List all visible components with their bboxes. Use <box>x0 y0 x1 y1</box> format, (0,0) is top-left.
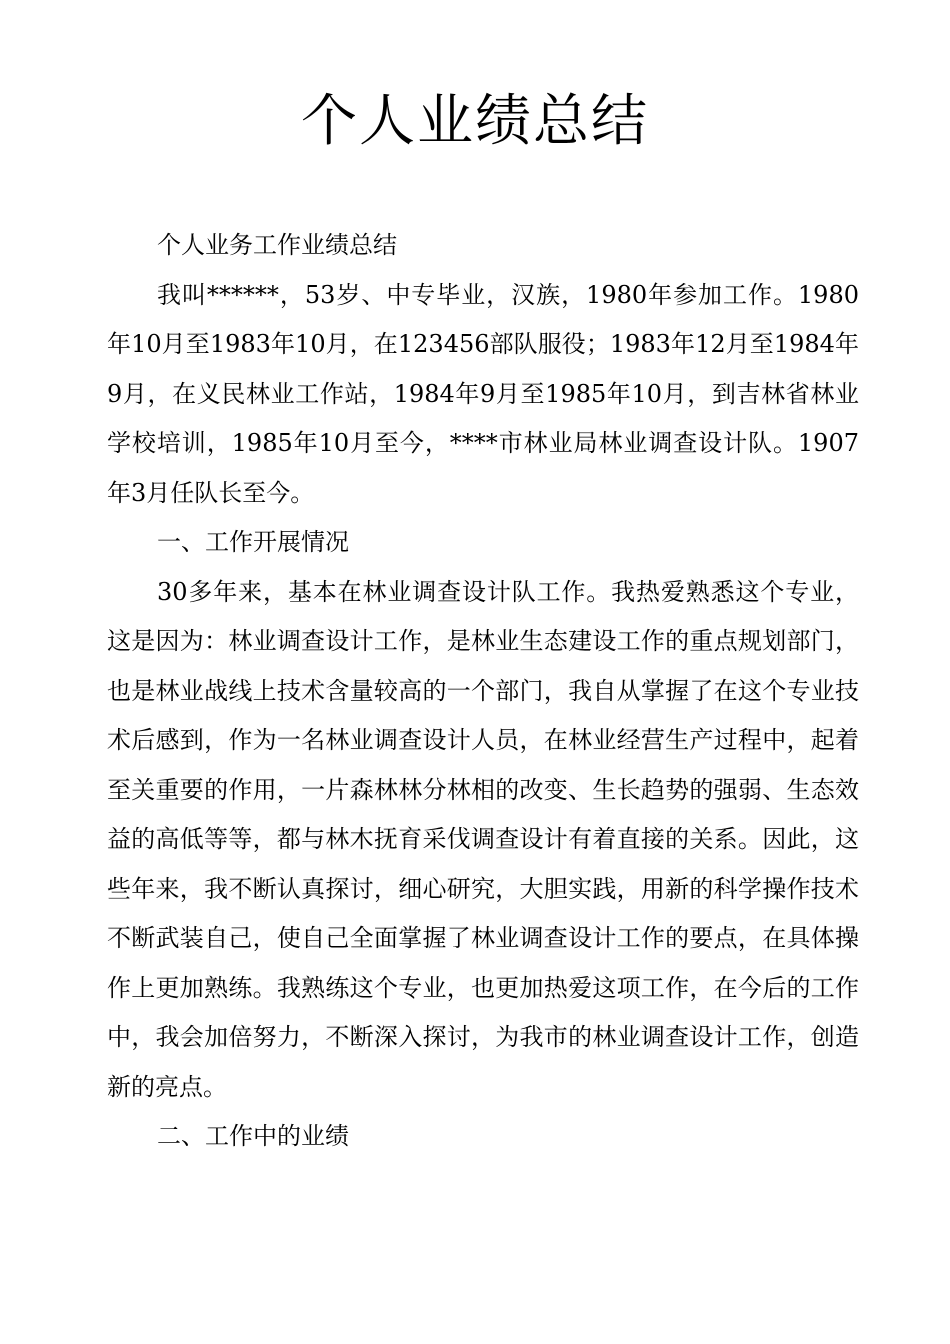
work-paragraph: 30多年来，基本在林业调查设计队工作。我热爱熟悉这个专业，这是因为：林业调查设计工作，是林业生态建设工作的重点规划部门，也是林业战线上技术含量较高的一个部门，我自从掌握了在这个专业技术后感到，作为一名林业调查设计人员，在林业经营生产过程中，起着至关重要的作用，一片森林林分林相的改变、生长趋势的强弱、生态效益的高低等等，都与林木抚育采伐调查设计有着直接的关系。因此，这些年来，我不断认真探讨，细心研究，大胆实践，用新的科学操作技术不断武装自己，使自己全面掌握了林业调查设计工作的要点，在具体操作上更加熟练。我熟练这个专业，也更加热爱这项工作，在今后的工作中，我会加倍努力，不断深入探讨，为我市的林业调查设计工作，创造新的亮点。 <box>107 577 859 1101</box>
subtitle-paragraph: 个人业务工作业绩总结 <box>157 231 397 259</box>
section-heading-2: 二、工作中的业绩 <box>157 1122 349 1150</box>
section-heading-1: 一、工作开展情况 <box>157 528 349 556</box>
document-body <box>107 221 859 1162</box>
document-title: 个人业绩总结 <box>301 89 649 154</box>
bio-paragraph: 我叫******，53岁、中专毕业，汉族，1980年参加工作。1980年10月至1983年10月，在123456部队服役；1983年12月至1984年9月，在义民林业工作站，1984年9月至1985年10月，到吉林省林业学校培训，1985年10月至今，****市林业局林业调查设计队。1907年3月任队长至今。 <box>107 280 859 507</box>
